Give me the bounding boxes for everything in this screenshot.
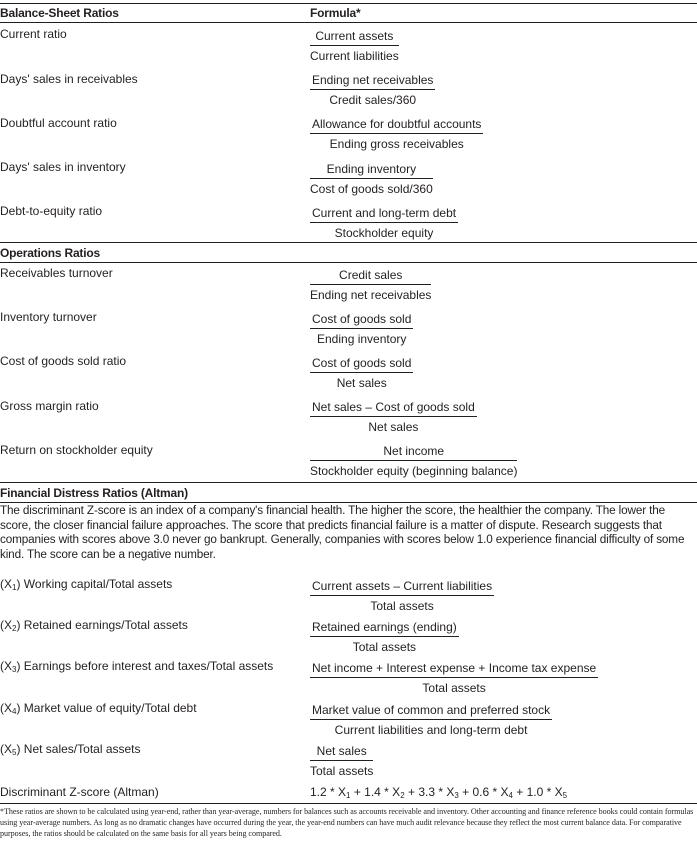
formula-x3: [310, 661, 598, 695]
row-label-x2: $(X_2)$ Retained earnings/Total assets: [0, 618, 188, 633]
numerator: Current assets – Current liabilities: [310, 579, 494, 596]
row-label-x4: $(X_4)$ Market value of equity/Total debt: [0, 701, 197, 716]
row-label-debt-to-equity: Debt-to-equity ratio: [0, 204, 103, 218]
distress-description: The discriminant Z-score is an index of a company's financial health. The higher the score, the healthier the company. The lower the score, the closer financial failure approaches. The score that predicts financial failure is a matter of dispute. Research suggests that companies with scores above 3.0 never go bankrupt. Generally, companies with scores below 1.0 experience financial difficulty of some kind. The score can be a negative number.: [0, 504, 685, 561]
formula-doubtful-account-ratio: [310, 117, 483, 151]
numerator: Retained earnings (ending): [310, 620, 459, 637]
formula-x5: [310, 744, 373, 778]
denominator: Stockholder equity: [334, 226, 434, 240]
row-label-current-ratio: Current ratio: [0, 27, 67, 41]
numerator: Net income: [310, 444, 517, 461]
section-rule: [0, 502, 697, 503]
formula-cogs-ratio: [310, 356, 413, 390]
heading-financial-distress: Financial Distress Ratios (Altman): [0, 486, 188, 500]
denominator: Current liabilities: [310, 49, 399, 63]
row-label-x3: $(X_3)$ Earnings before interest and taxes/Total assets: [0, 659, 274, 674]
numerator: Cost of goods sold: [310, 312, 413, 329]
header-rule: [0, 22, 697, 23]
row-label-cogs-ratio: Cost of goods sold ratio: [0, 354, 127, 368]
header-formula: Formula*: [310, 6, 361, 20]
formula-return-on-equity: [310, 444, 517, 478]
formula-x1: [310, 579, 494, 613]
row-label-return-on-equity: Return on stockholder equity: [0, 443, 153, 457]
formula-debt-to-equity: [310, 206, 458, 240]
heading-operations-ratios: Operations Ratios: [0, 246, 100, 260]
denominator: Total assets: [422, 681, 486, 695]
denominator: Net sales: [336, 376, 387, 390]
numerator: Credit sales: [310, 268, 431, 285]
row-label-x1: $(X_1)$ Working capital/Total assets: [0, 577, 173, 592]
numerator: Net sales – Cost of goods sold: [310, 400, 477, 417]
denominator: Net sales: [368, 420, 419, 434]
numerator: Allowance for doubtful accounts: [310, 117, 483, 134]
row-label-inventory-turnover: Inventory turnover: [0, 310, 97, 324]
section-rule: [0, 262, 697, 263]
row-label-gross-margin: Gross margin ratio: [0, 399, 99, 413]
formula-gross-margin: [310, 400, 477, 434]
numerator: Current and long-term debt: [310, 206, 458, 223]
denominator: Total assets: [352, 640, 417, 654]
section-rule: [0, 482, 697, 483]
row-label-z-score: Discriminant Z-score (Altman): [0, 785, 159, 799]
row-label-days-sales-inventory: Days' sales in inventory: [0, 160, 126, 174]
denominator: Ending inventory: [317, 332, 407, 346]
formula-z-score: $1.2 * X_1 + 1.4 * X_2 + 3.3 * X_3 + 0.6 * X_4 + 1.0 * X_5$: [310, 785, 568, 800]
denominator: Ending gross receivables: [329, 137, 464, 151]
bottom-rule: [0, 803, 697, 804]
denominator: Stockholder equity (beginning balance): [310, 464, 518, 478]
denominator: Cost of goods sold/360: [310, 182, 433, 196]
formula-inventory-turnover: [310, 312, 413, 346]
denominator: Total assets: [310, 764, 374, 778]
denominator: Ending net receivables: [310, 288, 432, 302]
formula-x4: [310, 703, 552, 737]
denominator: Credit sales/360: [329, 93, 417, 107]
section-rule: [0, 242, 697, 243]
formula-current-ratio: [310, 29, 399, 63]
numerator: Cost of goods sold: [310, 356, 413, 373]
formula-days-sales-inventory: [310, 162, 433, 196]
numerator: Net income + Interest expense + Income tax expense: [310, 661, 598, 678]
formula-x2: [310, 620, 459, 654]
row-label-x5: $(X_5)$ Net sales/Total assets: [0, 742, 141, 757]
formula-days-sales-receivables: [310, 73, 435, 107]
numerator: Ending net receivables: [310, 73, 435, 90]
row-label-receivables-turnover: Receivables turnover: [0, 266, 113, 280]
footnote: *These ratios are shown to be calculated using year-end, rather than year-average, numbers for balances such as accounts receivable and inventory. Other accounting and finance reference books could contain formulas using year-average numbers. As long as no dramatic changes have occurred during the year, the year-end numbers can have much audit relevance because they reflect the most current balance data. For comparative purposes, the ratios should be calculated on the same basis for all years being compared.: [0, 807, 694, 838]
numerator: Ending inventory: [310, 162, 433, 179]
numerator: Net sales: [310, 744, 373, 761]
denominator: Total assets: [370, 599, 434, 613]
header-balance-sheet: Balance-Sheet Ratios: [0, 6, 119, 20]
numerator: Current assets: [310, 29, 399, 46]
numerator: Market value of common and preferred stock: [310, 703, 552, 720]
formula-receivables-turnover: [310, 268, 431, 302]
row-label-days-sales-receivables: Days' sales in receivables: [0, 72, 138, 86]
denominator: Current liabilities and long-term debt: [334, 723, 528, 737]
row-label-doubtful-account-ratio: Doubtful account ratio: [0, 116, 117, 130]
top-rule: [0, 3, 697, 4]
